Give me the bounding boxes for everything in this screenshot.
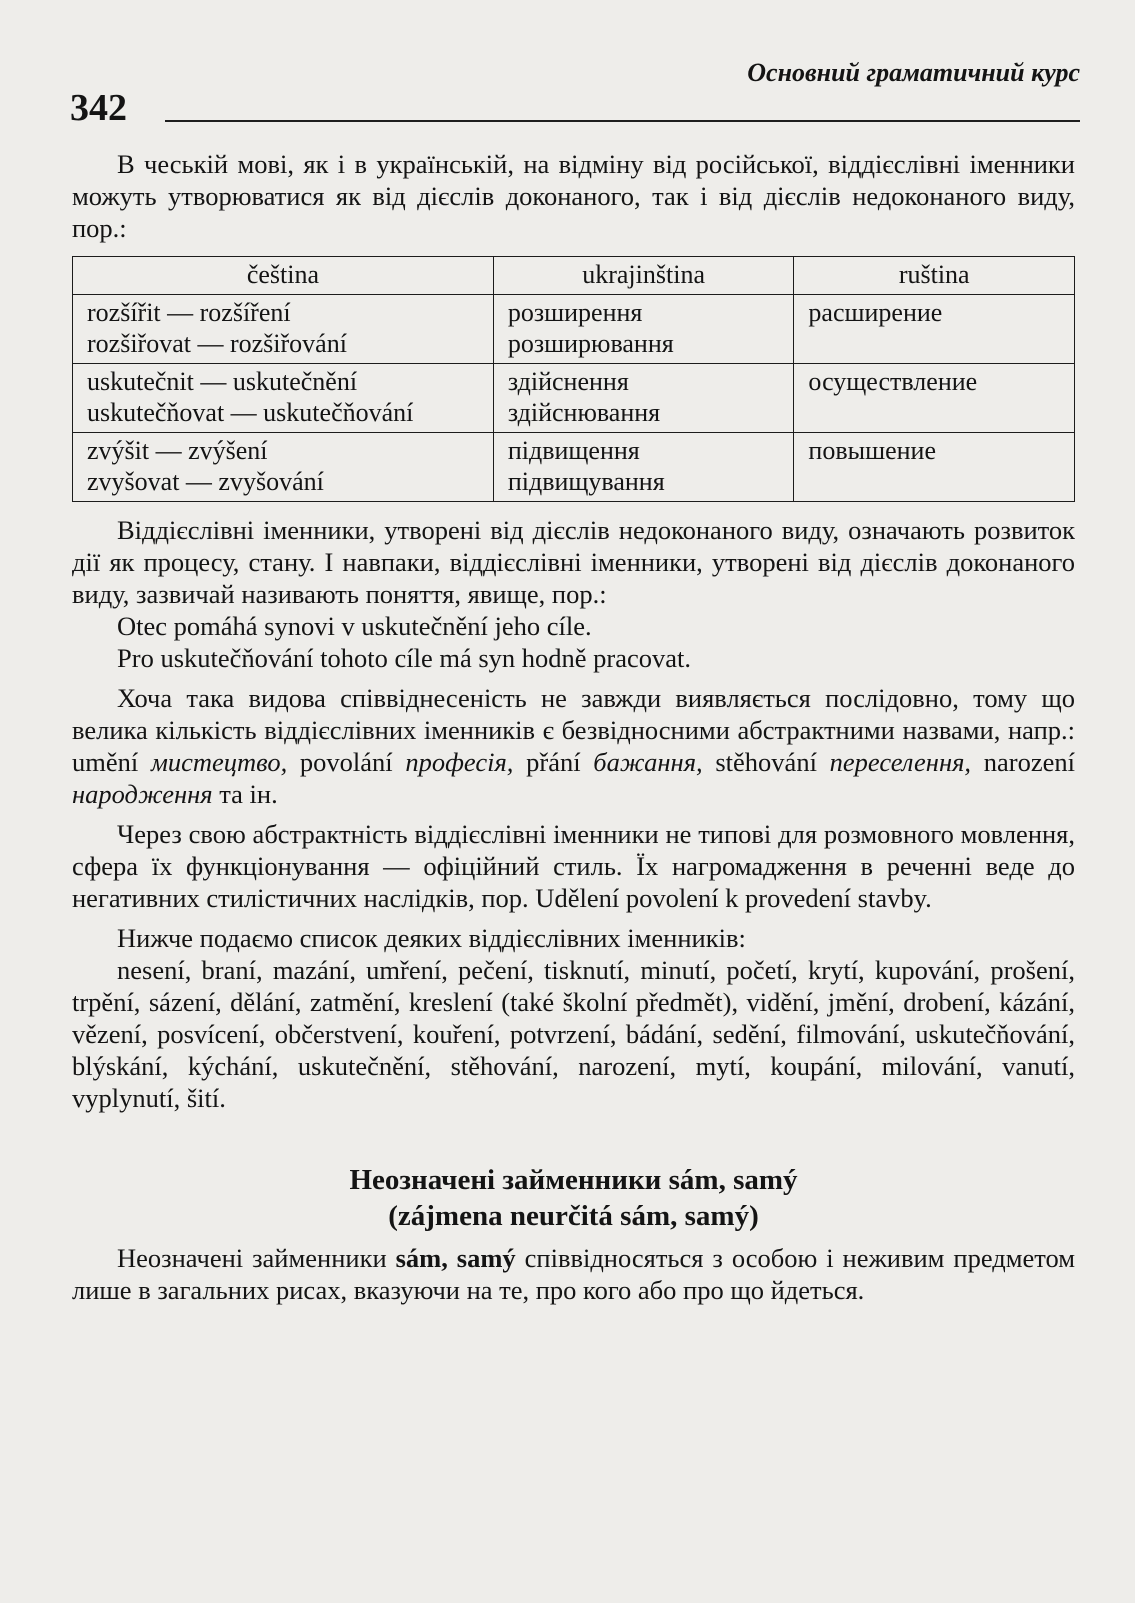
cell-ukrainian (493, 433, 794, 502)
paragraph-text: přání (513, 747, 594, 777)
verbal-noun-table (72, 256, 1075, 502)
page-header (70, 58, 1080, 129)
cell-czech (73, 364, 494, 433)
czech-perfective-pair: zvýšit — zvýšení (87, 436, 268, 465)
translation-italic: мистецтво, (150, 747, 288, 777)
cell-czech (73, 433, 494, 502)
translation-italic: переселення, (829, 747, 972, 777)
table-row (73, 364, 1075, 433)
paragraph-text: Неозначені займенники (117, 1243, 396, 1273)
header-rule (165, 120, 1080, 122)
example-sentence: Pro uskutečňování tohoto cíle má syn hodně pracovat. (117, 643, 692, 673)
bold-term: sám, samý (395, 1243, 516, 1273)
ukrainian-imperfective-noun: здійснювання (507, 398, 661, 427)
col-header-russian: ruština (794, 257, 1075, 295)
paragraph-text: narození (971, 747, 1075, 777)
ukrainian-perfective-noun: підвищення (507, 436, 640, 465)
final-paragraph (72, 1242, 1075, 1306)
section-heading-line-2: (zájmena neurčitá sám, samý) (388, 1200, 759, 1232)
ukrainian-imperfective-noun: розширювання (507, 329, 674, 358)
czech-imperfective-pair: uskutečňovat — uskutečňování (87, 398, 414, 427)
paragraph-text: Хоча така видова співвіднесеність не завжди виявляється послідовно, тому що велика кількість віддієслівних іменників є безвідносними абстрактними назвами, напр.: umění (72, 683, 1075, 777)
noun-list: nesení, braní, mazání, umření, pečení, tisknutí, minutí, početí, krytí, kupování, prošení, trpění, sázení, dělání, zatmění, kreslení (také školní předmět), vidění, jmění, drobení, kázání, vězení, posvícení, občerstvení, kouření, potvrzení, bádání, sedění, filmování, uskutečňování, blýskání, kýchání, uskutečnění, stěhování, narození, mytí, koupání, milování, vanutí, vyplynutí, šití. (72, 955, 1075, 1113)
cell-russian: расширение (794, 295, 1075, 364)
czech-imperfective-pair: zvyšovat — zvyšování (87, 467, 324, 496)
czech-perfective-pair: rozšířit — rozšíření (87, 298, 291, 327)
col-header-ukrainian: ukrajinština (493, 257, 794, 295)
list-intro: Нижче подаємо список деяких віддієслівних іменників: (117, 923, 746, 953)
running-title: Основний граматичний курс (747, 58, 1080, 87)
page-number: 342 (70, 87, 127, 129)
czech-perfective-pair: uskutečnit — uskutečnění (87, 367, 358, 396)
col-header-czech: čeština (73, 257, 494, 295)
cell-ukrainian (493, 295, 794, 364)
paragraph-text: та ін. (212, 779, 278, 809)
ukrainian-imperfective-noun: підвищування (507, 467, 665, 496)
paragraph-text: stěhování (702, 747, 830, 777)
cell-russian: повышение (794, 433, 1075, 502)
ukrainian-perfective-noun: здійснення (507, 367, 629, 396)
table-row (73, 295, 1075, 364)
table-row (73, 433, 1075, 502)
table-header-row (73, 257, 1075, 295)
example-sentence: Otec pomáhá synovi v uskutečnění jeho cíle. (117, 611, 592, 641)
translation-italic: народження (72, 779, 213, 809)
ukrainian-perfective-noun: розширення (507, 298, 643, 327)
meaning-paragraph: Віддієслівні іменники, утворені від дієслів недоконаного виду, означають розвиток дії як процесу, стану. І навпаки, віддієслівні іменники, утворені від дієслів доконаного виду, зазвичай називають поняття, явище, пор.: (72, 515, 1075, 609)
paragraph-text: співвідносяться з особою і неживим предметом лише в загальних рисах, вказуючи на те, про кого або про що йдеться. (72, 1243, 1075, 1305)
page-body (72, 148, 1075, 1306)
style-paragraph: Через свою абстрактність віддієслівні іменники не типові для розмовного мовлення, сфера їх функціонування — офіційний стиль. Їх нагромадження в реченні веде до негативних стилістичних наслідків, пор. Udělení povolení k provedení stavby. (72, 819, 1075, 913)
translation-italic: професія, (405, 747, 514, 777)
paragraph-text: povolání (287, 747, 406, 777)
abstract-nouns-paragraph (72, 682, 1075, 810)
czech-imperfective-pair: rozšiřovat — rozšiřování (87, 329, 347, 358)
cell-russian: осуществление (794, 364, 1075, 433)
cell-ukrainian (493, 364, 794, 433)
section-heading-line-1: Неозначені займенники sám, samý (349, 1164, 798, 1196)
cell-czech (73, 295, 494, 364)
translation-italic: бажання, (593, 747, 703, 777)
intro-paragraph: В чеській мові, як і в українській, на відміну від російської, віддієслівні іменники можуть утворюватися як від дієслів доконаного, так і від дієслів недоконаного виду, пор.: (72, 149, 1075, 243)
